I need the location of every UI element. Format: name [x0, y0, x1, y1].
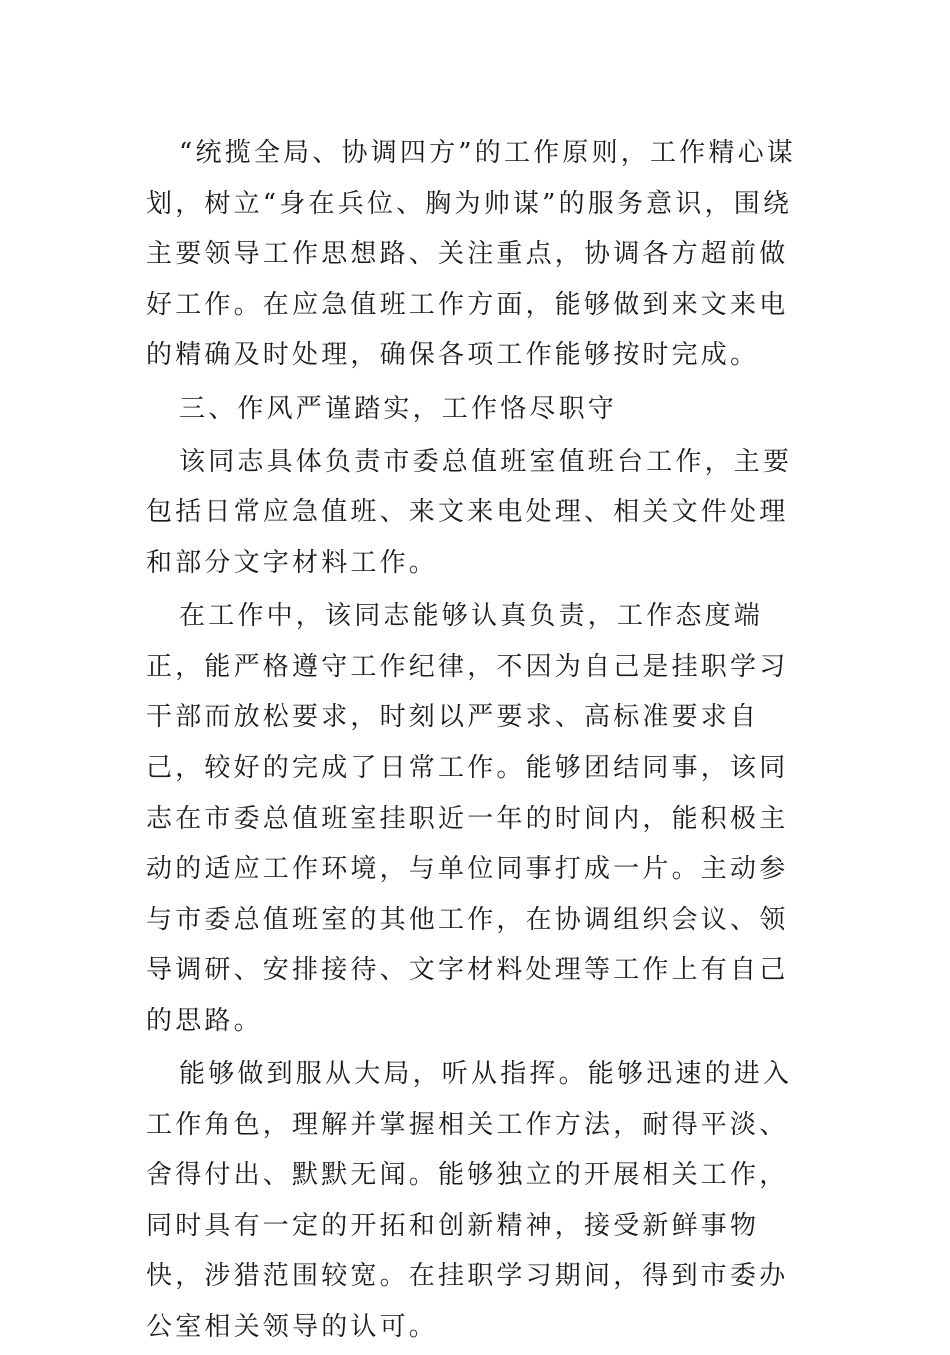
paragraph-work-attitude: 在工作中，该同志能够认真负责，工作态度端正，能严格遵守工作纪律，不因为自己是挂职学习干部而放松要求，时刻以严要求、高标准要求自己，较好的完成了日常工作。能够团结同事，该同志在市委总值班室挂职近一年的时间内，能积极主动的适应工作环境，与单位同事打成一片。主动参与市委总值班室的其他工作，在协调组织会议、领导调研、安排接待、文字材料处理等工作上有自己的思路。 — [146, 601, 789, 1036]
paragraph-duty-scope: 该同志具体负责市委总值班室值班台工作，主要包括日常应急值班、来文来电处理、相关文件处理和部分文字材料工作。 — [146, 446, 793, 578]
document-body — [146, 128, 806, 1355]
paragraph-obey-overall: 能够做到服从大局，听从指挥。能够迅速的进入工作角色，理解并掌握相关工作方法，耐得平淡、舍得付出、默默无闻。能够独立的开展相关工作，同时具有一定的开拓和创新精神，接受新鲜事物快，涉猎范围较宽。在挂职学习期间，得到市委办公室相关领导的认可。 — [146, 1059, 793, 1343]
section-heading-three: 三、作风严谨踏实，工作恪尽职守 — [179, 393, 618, 424]
paragraph-work-principles: “统揽全局、协调四方”的工作原则，工作精心谋划，树立“身在兵位、胸为帅谋”的服务意识，围绕主要领导工作思想路、关注重点，协调各方超前做好工作。在应急值班工作方面，能够做到来文来电的精确及时处理，确保各项工作能够按时完成。 — [146, 138, 796, 371]
